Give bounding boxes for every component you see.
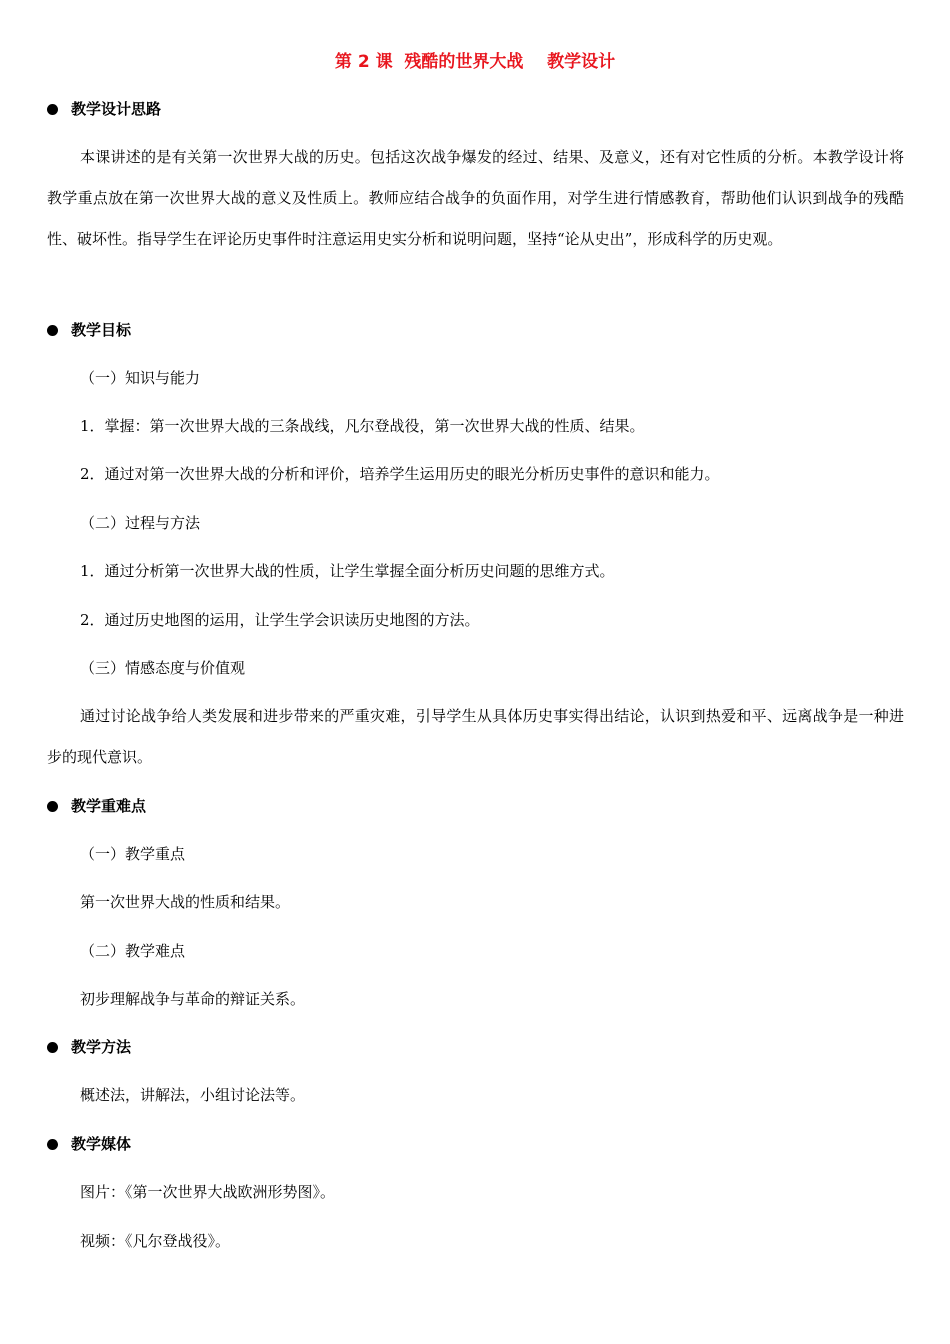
bullet-icon bbox=[47, 801, 58, 812]
section-heading-design bbox=[47, 97, 161, 121]
goals-knowledge-item-2: 2．通过对第一次世界大战的分析和评价，培养学生运用历史的眼光分析历史事件的意识和能力。 bbox=[80, 465, 720, 483]
document-title: 第 2 课 残酷的世界大战 教学设计 bbox=[334, 52, 616, 72]
keypoints-focus-text: 第一次世界大战的性质和结果。 bbox=[80, 893, 291, 911]
section-heading-label: 教学目标 bbox=[71, 321, 132, 339]
bullet-icon bbox=[47, 1042, 58, 1053]
media-item-video: 视频：《凡尔登战役》。 bbox=[80, 1232, 231, 1250]
media-item-picture: 图片：《第一次世界大战欧洲形势图》。 bbox=[80, 1183, 336, 1201]
keypoints-subheading-difficulty: （二）教学难点 bbox=[80, 942, 186, 960]
section-heading-label: 教学重难点 bbox=[71, 797, 147, 815]
section-heading-keypoints bbox=[47, 794, 146, 818]
section-heading-media bbox=[47, 1132, 131, 1156]
goals-values-paragraph: 通过讨论战争给人类发展和进步带来的严重灾难，引导学生从具体历史事实得出结论，认识到热爱和平、远离战争是一种进步的现代意识。 bbox=[47, 707, 904, 766]
bullet-icon bbox=[47, 1139, 58, 1150]
bullet-icon bbox=[47, 325, 58, 336]
bullet-icon bbox=[47, 104, 58, 115]
goals-subheading-knowledge: （一）知识与能力 bbox=[80, 369, 201, 387]
goals-process-item-2: 2．通过历史地图的运用，让学生学会识读历史地图的方法。 bbox=[80, 611, 480, 629]
design-paragraph: 本课讲述的是有关第一次世界大战的历史。包括这次战争爆发的经过、结果、及意义，还有对它性质的分析。本教学设计将教学重点放在第一次世界大战的意义及性质上。教师应结合战争的负面作用，对学生进行情感教育，帮助他们认识到战争的残酷性、破坏性。指导学生在评论历史事件时注意运用史实分析和说明问题，坚持“论从史出”，形成科学的历史观。 bbox=[47, 148, 904, 248]
methods-text: 概述法，讲解法，小组讨论法等。 bbox=[80, 1086, 306, 1104]
goals-knowledge-item-1: 1．掌握：第一次世界大战的三条战线，凡尔登战役，第一次世界大战的性质、结果。 bbox=[80, 417, 645, 435]
section-heading-methods bbox=[47, 1035, 131, 1059]
keypoints-difficulty-text: 初步理解战争与革命的辩证关系。 bbox=[80, 990, 306, 1008]
section-heading-label: 教学方法 bbox=[71, 1038, 132, 1056]
section-heading-goals bbox=[47, 318, 131, 342]
goals-subheading-values: （三）情感态度与价值观 bbox=[80, 659, 246, 677]
goals-process-item-1: 1．通过分析第一次世界大战的性质，让学生掌握全面分析历史问题的思维方式。 bbox=[80, 562, 615, 580]
section-heading-label: 教学设计思路 bbox=[71, 100, 162, 118]
goals-subheading-process: （二）过程与方法 bbox=[80, 514, 201, 532]
section-heading-label: 教学媒体 bbox=[71, 1135, 132, 1153]
keypoints-subheading-focus: （一）教学重点 bbox=[80, 845, 186, 863]
